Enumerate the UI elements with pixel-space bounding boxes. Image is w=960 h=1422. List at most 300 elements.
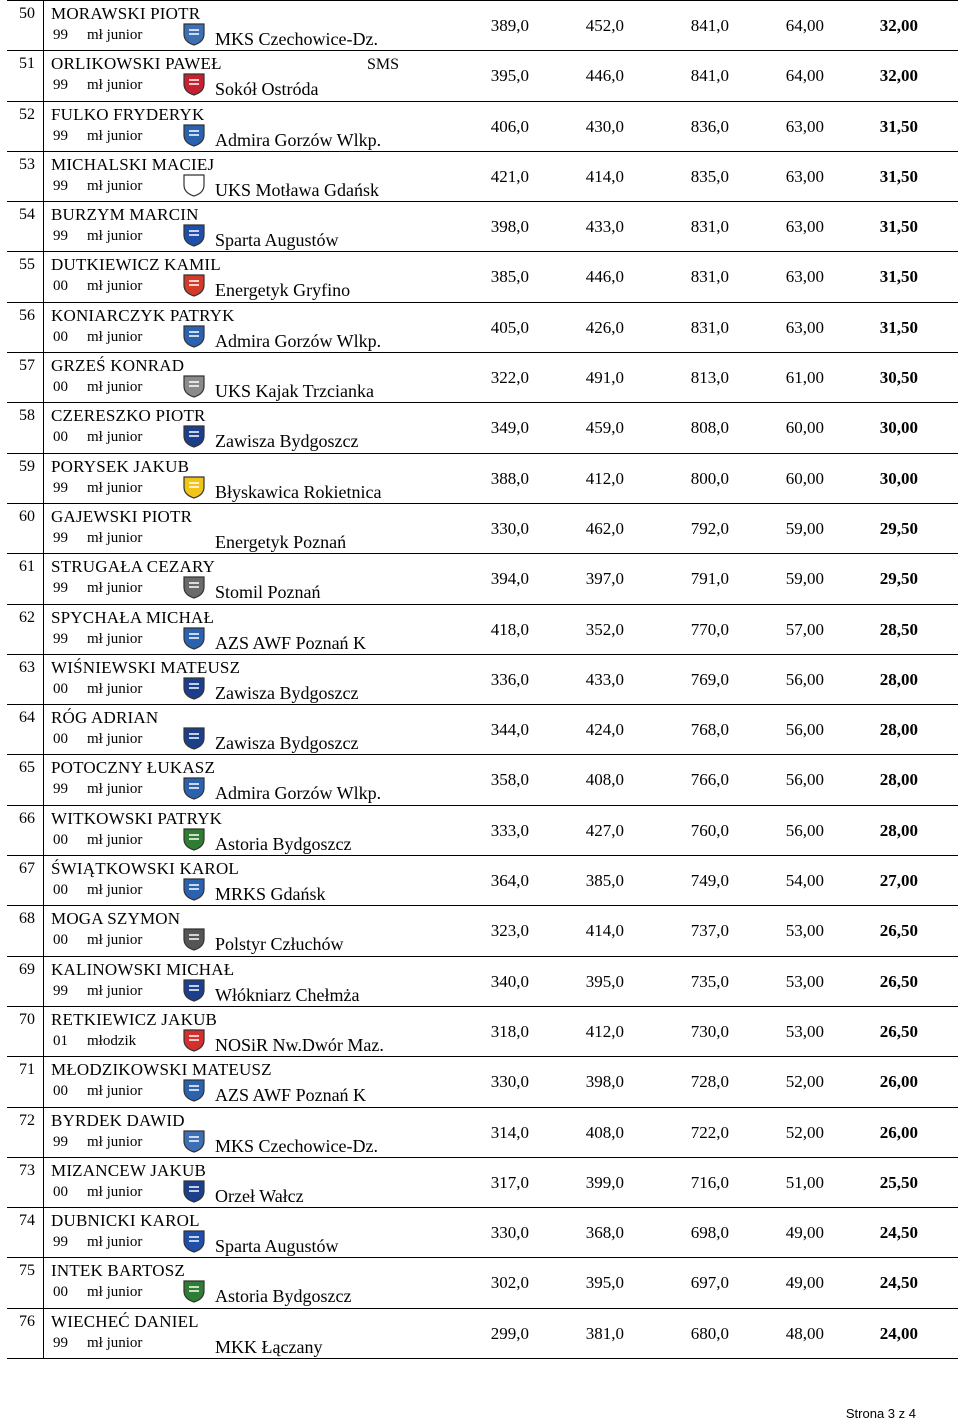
score-final: 32,00 <box>879 16 918 35</box>
rank: 58 <box>19 407 35 425</box>
score-total: 730,0 <box>690 1021 729 1041</box>
athlete-cell <box>7 51 449 100</box>
score-cell <box>449 856 958 905</box>
age-category: mł junior <box>87 781 143 798</box>
score-cell <box>449 705 958 754</box>
athlete-cell <box>7 705 449 754</box>
athlete-cell <box>7 906 449 955</box>
score-total: 716,0 <box>690 1172 729 1192</box>
score-total: 841,0 <box>690 16 729 35</box>
club-crest-icon <box>181 72 207 96</box>
score-points: 64,00 <box>785 66 824 86</box>
column-divider <box>43 1 44 50</box>
score-1: 405,0 <box>490 317 529 337</box>
score-2: 412,0 <box>585 1021 624 1041</box>
table-row <box>7 453 958 503</box>
score-total: 766,0 <box>690 770 729 790</box>
score-final: 26,50 <box>879 1021 918 1041</box>
club-name: UKS Kajak Trzcianka <box>215 381 374 402</box>
score-points: 56,00 <box>785 770 824 790</box>
athlete-cell <box>7 353 449 402</box>
age-category: mł junior <box>87 1083 143 1100</box>
age-category: młodzik <box>87 1032 137 1049</box>
rank: 64 <box>19 709 35 727</box>
score-total: 768,0 <box>690 720 729 740</box>
score-points: 53,00 <box>785 1021 824 1041</box>
score-1: 299,0 <box>490 1323 529 1343</box>
column-divider <box>43 51 44 100</box>
score-total: 749,0 <box>690 871 729 891</box>
column-divider <box>43 655 44 704</box>
score-cell <box>449 806 958 855</box>
athlete-name: KONIARCZYK PATRYK <box>51 305 235 325</box>
score-total: 831,0 <box>690 267 729 287</box>
column-divider <box>43 705 44 754</box>
age-category: mł junior <box>87 479 143 496</box>
birth-year: 99 <box>53 529 68 546</box>
score-2: 398,0 <box>585 1072 624 1092</box>
rank: 50 <box>19 5 35 22</box>
rank: 66 <box>19 809 35 827</box>
score-2: 395,0 <box>585 971 624 991</box>
column-divider <box>43 906 44 955</box>
score-points: 63,00 <box>785 267 824 287</box>
score-final: 28,50 <box>879 619 918 639</box>
birth-year: 00 <box>53 831 68 848</box>
club-name: Zawisza Bydgoszcz <box>215 682 359 703</box>
birth-year: 00 <box>53 1083 68 1100</box>
birth-year: 99 <box>53 1234 68 1251</box>
table-row <box>7 604 958 654</box>
athlete-cell <box>7 102 449 151</box>
score-1: 388,0 <box>490 468 529 488</box>
score-cell <box>449 252 958 301</box>
age-category: mł junior <box>87 882 143 899</box>
score-total: 835,0 <box>690 166 729 186</box>
table-row <box>7 50 958 100</box>
rank: 51 <box>19 55 35 73</box>
score-points: 64,00 <box>785 16 824 35</box>
club-name: Astoria Bydgoszcz <box>215 1286 352 1307</box>
table-row <box>7 956 958 1006</box>
score-cell <box>449 102 958 151</box>
score-2: 452,0 <box>585 16 624 35</box>
score-cell <box>449 1108 958 1157</box>
club-crest-icon <box>181 1129 207 1153</box>
athlete-cell <box>7 303 449 352</box>
athlete-cell <box>7 252 449 301</box>
score-cell <box>449 51 958 100</box>
score-2: 491,0 <box>585 368 624 388</box>
age-category: mł junior <box>87 831 143 848</box>
column-divider <box>43 152 44 201</box>
score-1: 330,0 <box>490 518 529 538</box>
birth-year: 00 <box>53 429 68 446</box>
score-final: 27,00 <box>879 871 918 891</box>
athlete-name: STRUGAŁA CEZARY <box>51 557 216 577</box>
score-points: 54,00 <box>785 871 824 891</box>
athlete-cell <box>7 755 449 804</box>
score-points: 52,00 <box>785 1122 824 1142</box>
athlete-name: RÓG ADRIAN <box>51 708 159 728</box>
score-1: 389,0 <box>490 16 529 35</box>
score-points: 56,00 <box>785 820 824 840</box>
athlete-name: MŁODZIKOWSKI MATEUSZ <box>51 1060 272 1080</box>
table-row <box>7 805 958 855</box>
score-1: 364,0 <box>490 871 529 891</box>
score-2: 352,0 <box>585 619 624 639</box>
birth-year: 99 <box>53 580 68 597</box>
score-cell <box>449 504 958 553</box>
athlete-cell <box>7 1 449 50</box>
athlete-cell <box>7 554 449 603</box>
score-total: 792,0 <box>690 518 729 538</box>
age-category: mł junior <box>87 580 143 597</box>
score-points: 53,00 <box>785 971 824 991</box>
table-row <box>7 1257 958 1307</box>
athlete-cell <box>7 1208 449 1257</box>
birth-year: 00 <box>53 882 68 899</box>
athlete-cell <box>7 957 449 1006</box>
club-extra: SMS <box>367 56 400 74</box>
age-category: mł junior <box>87 429 143 446</box>
club-name: Błyskawica Rokietnica <box>215 481 382 502</box>
club-crest-icon <box>181 1078 207 1102</box>
club-name: Sparta Augustów <box>215 1236 339 1257</box>
birth-year: 00 <box>53 932 68 949</box>
score-total: 697,0 <box>690 1273 729 1293</box>
score-1: 333,0 <box>490 820 529 840</box>
rank: 55 <box>19 256 35 274</box>
table-row <box>7 1157 958 1207</box>
age-category: mł junior <box>87 77 143 94</box>
score-2: 412,0 <box>585 468 624 488</box>
birth-year: 00 <box>53 731 68 748</box>
rank: 63 <box>19 658 35 676</box>
score-2: 397,0 <box>585 569 624 589</box>
score-2: 408,0 <box>585 770 624 790</box>
column-divider <box>43 102 44 151</box>
score-1: 302,0 <box>490 1273 529 1293</box>
score-total: 791,0 <box>690 569 729 589</box>
age-category: mł junior <box>87 932 143 949</box>
score-final: 31,50 <box>879 116 918 136</box>
score-points: 53,00 <box>785 921 824 941</box>
athlete-name: RETKIEWICZ JAKUB <box>51 1009 218 1029</box>
club-name: Energetyk Poznań <box>215 531 347 552</box>
column-divider <box>43 856 44 905</box>
club-crest-icon <box>181 374 207 398</box>
rank: 59 <box>19 457 35 475</box>
score-2: 462,0 <box>585 518 624 538</box>
column-divider <box>43 403 44 452</box>
score-2: 433,0 <box>585 217 624 237</box>
club-name: Włókniarz Chełmża <box>215 984 360 1005</box>
rank: 75 <box>19 1262 35 1280</box>
column-divider <box>43 202 44 251</box>
athlete-name: MOGA SZYMON <box>51 909 181 929</box>
club-name: MKS Czechowice-Dz. <box>215 1135 378 1156</box>
athlete-cell <box>7 152 449 201</box>
score-1: 358,0 <box>490 770 529 790</box>
athlete-name: POTOCZNY ŁUKASZ <box>51 758 216 778</box>
score-final: 30,50 <box>879 368 918 388</box>
club-name: MKK Łączany <box>215 1336 323 1357</box>
score-2: 381,0 <box>585 1323 624 1343</box>
athlete-name: SPYCHAŁA MICHAŁ <box>51 607 215 627</box>
athlete-cell <box>7 1057 449 1106</box>
score-points: 49,00 <box>785 1223 824 1243</box>
rank: 61 <box>19 558 35 576</box>
club-name: NOSiR Nw.Dwór Maz. <box>215 1034 384 1055</box>
athlete-name: GRZEŚ KONRAD <box>51 356 185 376</box>
club-crest-icon <box>181 475 207 499</box>
age-category: mł junior <box>87 1284 143 1301</box>
birth-year: 99 <box>53 177 68 194</box>
score-final: 24,00 <box>879 1323 918 1343</box>
score-final: 26,50 <box>879 971 918 991</box>
rank: 70 <box>19 1010 35 1028</box>
athlete-name: PORYSEK JAKUB <box>51 456 190 476</box>
age-category: mł junior <box>87 1234 143 1251</box>
score-1: 336,0 <box>490 669 529 689</box>
athlete-name: WIECHEĆ DANIEL <box>51 1311 199 1331</box>
score-cell <box>449 1007 958 1056</box>
athlete-name: ORLIKOWSKI PAWEŁ <box>51 54 222 74</box>
score-final: 26,50 <box>879 921 918 941</box>
score-cell <box>449 202 958 251</box>
score-cell <box>449 957 958 1006</box>
table-row <box>7 1006 958 1056</box>
score-2: 395,0 <box>585 1273 624 1293</box>
score-points: 63,00 <box>785 116 824 136</box>
athlete-cell <box>7 655 449 704</box>
score-1: 398,0 <box>490 217 529 237</box>
score-points: 61,00 <box>785 368 824 388</box>
athlete-cell <box>7 605 449 654</box>
table-row <box>7 503 958 553</box>
athlete-name: KALINOWSKI MICHAŁ <box>51 959 235 979</box>
birth-year: 99 <box>53 127 68 144</box>
age-category: mł junior <box>87 680 143 697</box>
score-points: 63,00 <box>785 217 824 237</box>
score-2: 408,0 <box>585 1122 624 1142</box>
athlete-name: INTEK BARTOSZ <box>51 1261 185 1281</box>
table-row <box>7 251 958 301</box>
score-total: 769,0 <box>690 669 729 689</box>
score-2: 414,0 <box>585 921 624 941</box>
score-points: 51,00 <box>785 1172 824 1192</box>
club-name: Sparta Augustów <box>215 230 339 251</box>
score-final: 25,50 <box>879 1172 918 1192</box>
birth-year: 99 <box>53 982 68 999</box>
table-row <box>7 302 958 352</box>
age-category: mł junior <box>87 127 143 144</box>
club-name: Stomil Poznań <box>215 582 321 603</box>
score-total: 680,0 <box>690 1323 729 1343</box>
table-row <box>7 352 958 402</box>
club-name: Admira Gorzów Wlkp. <box>215 783 382 804</box>
score-total: 800,0 <box>690 468 729 488</box>
score-cell <box>449 554 958 603</box>
birth-year: 00 <box>53 680 68 697</box>
athlete-cell <box>7 856 449 905</box>
club-name: Orzeł Wałcz <box>215 1185 304 1206</box>
score-final: 29,50 <box>879 518 918 538</box>
score-final: 31,50 <box>879 267 918 287</box>
score-total: 831,0 <box>690 317 729 337</box>
column-divider <box>43 554 44 603</box>
score-final: 29,50 <box>879 569 918 589</box>
score-1: 395,0 <box>490 66 529 86</box>
rank: 67 <box>19 860 35 878</box>
score-2: 414,0 <box>585 166 624 186</box>
club-crest-icon <box>181 776 207 800</box>
table-row <box>7 402 958 452</box>
rank: 56 <box>19 306 35 324</box>
table-row <box>7 201 958 251</box>
score-1: 418,0 <box>490 619 529 639</box>
score-cell <box>449 1309 958 1358</box>
athlete-cell <box>7 1309 449 1358</box>
age-category: mł junior <box>87 1334 143 1351</box>
score-2: 424,0 <box>585 720 624 740</box>
table-row <box>7 0 958 50</box>
score-final: 30,00 <box>879 468 918 488</box>
score-total: 836,0 <box>690 116 729 136</box>
athlete-cell <box>7 403 449 452</box>
score-final: 31,50 <box>879 166 918 186</box>
age-category: mł junior <box>87 228 143 245</box>
score-cell <box>449 1 958 50</box>
athlete-name: DUTKIEWICZ KAMIL <box>51 255 221 275</box>
results-table <box>7 0 958 1359</box>
score-cell <box>449 906 958 955</box>
score-total: 841,0 <box>690 66 729 86</box>
rank: 60 <box>19 507 35 525</box>
table-row <box>7 1056 958 1106</box>
club-crest-icon <box>181 424 207 448</box>
club-name: AZS AWF Poznań K <box>215 1085 367 1106</box>
score-cell <box>449 1258 958 1307</box>
score-1: 330,0 <box>490 1072 529 1092</box>
score-1: 385,0 <box>490 267 529 287</box>
score-cell <box>449 303 958 352</box>
birth-year: 99 <box>53 228 68 245</box>
age-category: mł junior <box>87 529 143 546</box>
table-row <box>7 654 958 704</box>
column-divider <box>43 454 44 503</box>
club-crest-icon <box>181 676 207 700</box>
score-2: 427,0 <box>585 820 624 840</box>
athlete-name: BYRDEK DAWID <box>51 1110 185 1130</box>
table-row <box>7 905 958 955</box>
column-divider <box>43 806 44 855</box>
athlete-name: DUBNICKI KAROL <box>51 1211 200 1231</box>
score-1: 344,0 <box>490 720 529 740</box>
score-final: 24,50 <box>879 1223 918 1243</box>
score-points: 63,00 <box>785 166 824 186</box>
club-name: Sokół Ostróda <box>215 79 319 100</box>
club-name: Admira Gorzów Wlkp. <box>215 129 382 150</box>
rank: 65 <box>19 759 35 777</box>
score-points: 56,00 <box>785 669 824 689</box>
score-1: 322,0 <box>490 368 529 388</box>
athlete-cell <box>7 1108 449 1157</box>
score-2: 385,0 <box>585 871 624 891</box>
score-final: 28,00 <box>879 669 918 689</box>
athlete-cell <box>7 1007 449 1056</box>
age-category: mł junior <box>87 1133 143 1150</box>
score-total: 813,0 <box>690 368 729 388</box>
column-divider <box>43 252 44 301</box>
table-row <box>7 1107 958 1157</box>
column-divider <box>43 303 44 352</box>
club-name: Admira Gorzów Wlkp. <box>215 330 382 351</box>
age-category: mł junior <box>87 982 143 999</box>
score-1: 349,0 <box>490 418 529 438</box>
rank: 68 <box>19 910 35 928</box>
birth-year: 00 <box>53 1284 68 1301</box>
club-crest-icon <box>181 626 207 650</box>
score-final: 28,00 <box>879 820 918 840</box>
club-crest-icon <box>181 726 207 750</box>
score-2: 426,0 <box>585 317 624 337</box>
rank: 69 <box>19 960 35 978</box>
score-final: 31,50 <box>879 217 918 237</box>
score-total: 737,0 <box>690 921 729 941</box>
score-1: 317,0 <box>490 1172 529 1192</box>
rank: 53 <box>19 155 35 173</box>
club-name: UKS Motława Gdańsk <box>215 179 379 200</box>
athlete-name: MIZANCEW JAKUB <box>51 1160 207 1180</box>
club-crest-icon <box>181 877 207 901</box>
birth-year: 99 <box>53 27 68 43</box>
score-1: 323,0 <box>490 921 529 941</box>
score-2: 368,0 <box>585 1223 624 1243</box>
score-cell <box>449 655 958 704</box>
table-row <box>7 553 958 603</box>
club-name: MRKS Gdańsk <box>215 884 326 905</box>
rank: 62 <box>19 608 35 626</box>
club-crest-icon <box>181 575 207 599</box>
rank: 72 <box>19 1111 35 1129</box>
athlete-cell <box>7 1158 449 1207</box>
club-crest-icon <box>181 173 207 197</box>
table-row <box>7 754 958 804</box>
birth-year: 99 <box>53 77 68 94</box>
club-crest-icon <box>181 123 207 147</box>
column-divider <box>43 353 44 402</box>
score-1: 318,0 <box>490 1021 529 1041</box>
athlete-cell <box>7 454 449 503</box>
club-name: Polstyr Człuchów <box>215 934 344 955</box>
column-divider <box>43 1258 44 1307</box>
athlete-name: GAJEWSKI PIOTR <box>51 506 193 526</box>
score-final: 31,50 <box>879 317 918 337</box>
age-category: mł junior <box>87 27 143 43</box>
score-total: 760,0 <box>690 820 729 840</box>
score-points: 57,00 <box>785 619 824 639</box>
club-crest-icon <box>181 273 207 297</box>
score-points: 56,00 <box>785 720 824 740</box>
score-cell <box>449 605 958 654</box>
score-points: 60,00 <box>785 418 824 438</box>
age-category: mł junior <box>87 328 143 345</box>
rank: 71 <box>19 1061 35 1079</box>
club-name: Zawisza Bydgoszcz <box>215 431 359 452</box>
club-crest-icon <box>181 1229 207 1253</box>
